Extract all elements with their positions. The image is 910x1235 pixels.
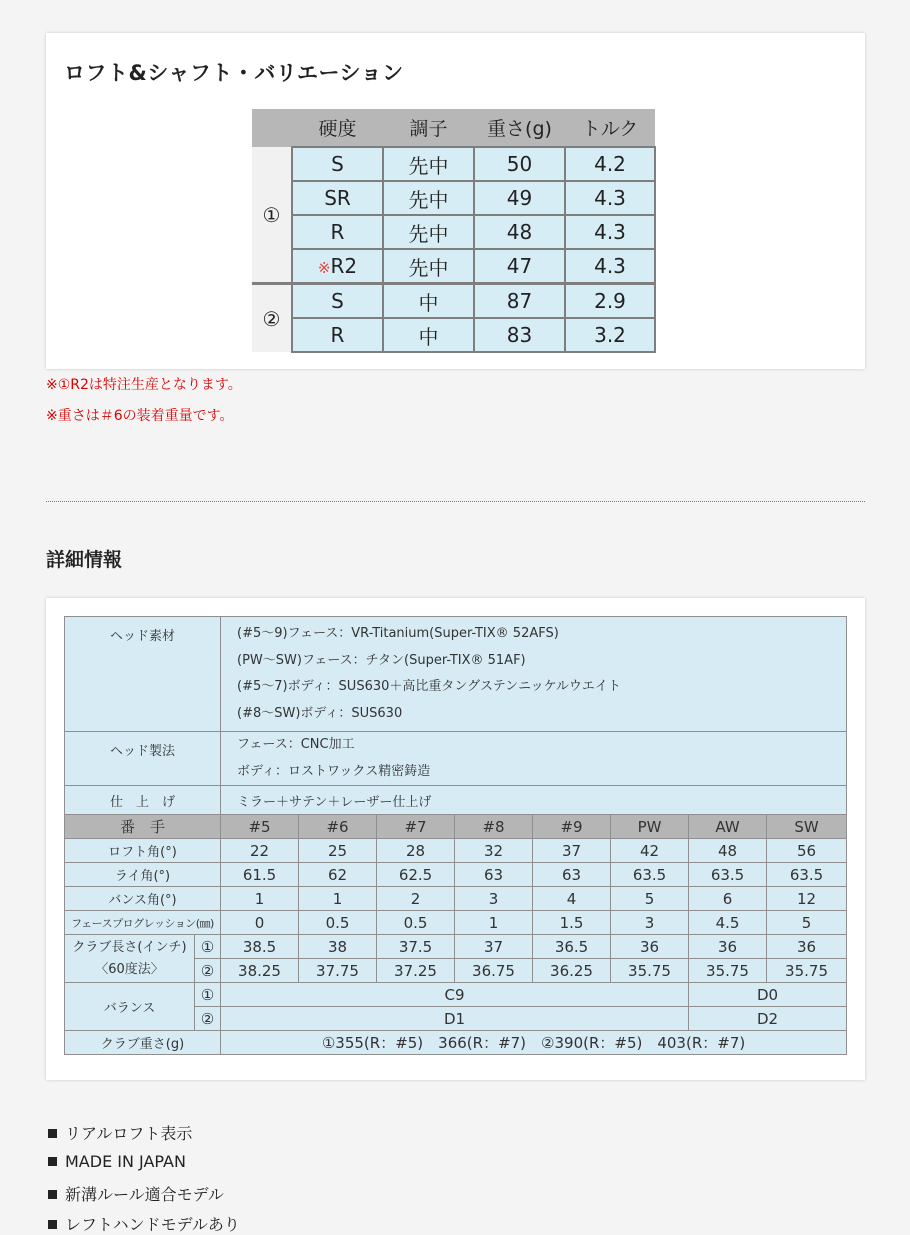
spec-card — [46, 598, 865, 1080]
group-label: ② — [252, 284, 292, 353]
bullet-icon — [48, 1220, 57, 1229]
bullet-icon — [48, 1129, 57, 1138]
divider — [46, 501, 865, 502]
finish-row: 仕 上 げ ミラー＋サテン＋レーザー仕上げ — [65, 786, 847, 815]
col-torque: トルク — [565, 109, 655, 147]
list-item: リアルロフト表示 — [48, 1121, 192, 1144]
bullet-icon — [48, 1157, 57, 1166]
table-row: ① S 先中 50 4.2 — [252, 147, 655, 181]
col-kick: 調子 — [383, 109, 474, 147]
shaft-table-header — [252, 109, 655, 147]
col-flex: 硬度 — [292, 109, 383, 147]
head-material-row: ヘッド素材 (#5〜9)フェース：VR-Titanium(Super-TIX® 52AFS) (PW〜SW)フェース：チタン(Super-TIX® 51AF) (#5〜7)ボディ：SUS630＋高比重タングステンニッケルウエイト (#8〜SW)ボディ：SUS630 — [65, 617, 847, 732]
balance-row-1: バランス ① C9 D0 — [65, 983, 847, 1007]
balance-row-2: ② D1 D2 — [65, 1007, 847, 1031]
table-row: ② S 中 87 2.9 — [252, 284, 655, 319]
table-row: SR 先中 49 4.3 — [252, 181, 655, 215]
list-item: レフトハンドモデルあり — [48, 1212, 240, 1235]
loft-row: ロフト角(°) 22 25 28 32 37 42 48 56 — [65, 839, 847, 863]
note-mark: ※ — [317, 259, 331, 277]
table-row: R 中 83 3.2 — [252, 318, 655, 352]
note-weight: ※重さは＃6の装着重量です。 — [46, 408, 234, 424]
bounce-row: バンス角(°) 1 1 2 3 4 5 6 12 — [65, 887, 847, 911]
number-row: 番 手 #5 #6 #7 #8 #9 PW AW SW — [65, 815, 847, 839]
lie-row: ライ角(°) 61.5 62 62.5 63 63 63.5 63.5 63.5 — [65, 863, 847, 887]
list-item: MADE IN JAPAN — [48, 1152, 186, 1171]
list-item: 新溝ルール適合モデル — [48, 1182, 224, 1205]
bullet-icon — [48, 1190, 57, 1199]
head-method-row: ヘッド製法 フェース：CNC加工 ボディ：ロストワックス精密鋳造 — [65, 732, 847, 786]
shaft-table — [252, 109, 656, 353]
length-row-2: ② 38.25 37.75 37.25 36.75 36.25 35.75 35.75 35.75 — [65, 959, 847, 983]
shaft-variation-card — [46, 33, 865, 369]
length-row-1: クラブ長さ(インチ) 〈60度法〉 ① 38.5 38 37.5 37 36.5 36 36 36 — [65, 935, 847, 959]
col-weight: 重さ(g) — [474, 109, 565, 147]
note-r2: ※①R2は特注生産となります。 — [46, 377, 242, 393]
table-row: R 先中 48 4.3 — [252, 215, 655, 249]
table-row: ※R2 先中 47 4.3 — [252, 249, 655, 284]
group-label: ① — [252, 147, 292, 284]
progression-row: フェースプログレッション(㎜) 0 0.5 0.5 1 1.5 3 4.5 5 — [65, 911, 847, 935]
section-title: ロフト&シャフト・バリエーション — [64, 61, 404, 85]
spec-table — [64, 616, 847, 1055]
club-weight-row: クラブ重さ(g) ①355(R：#5) 366(R：#7) ②390(R：#5) 403(R：#7) — [65, 1031, 847, 1055]
details-title: 詳細情報 — [46, 549, 123, 571]
